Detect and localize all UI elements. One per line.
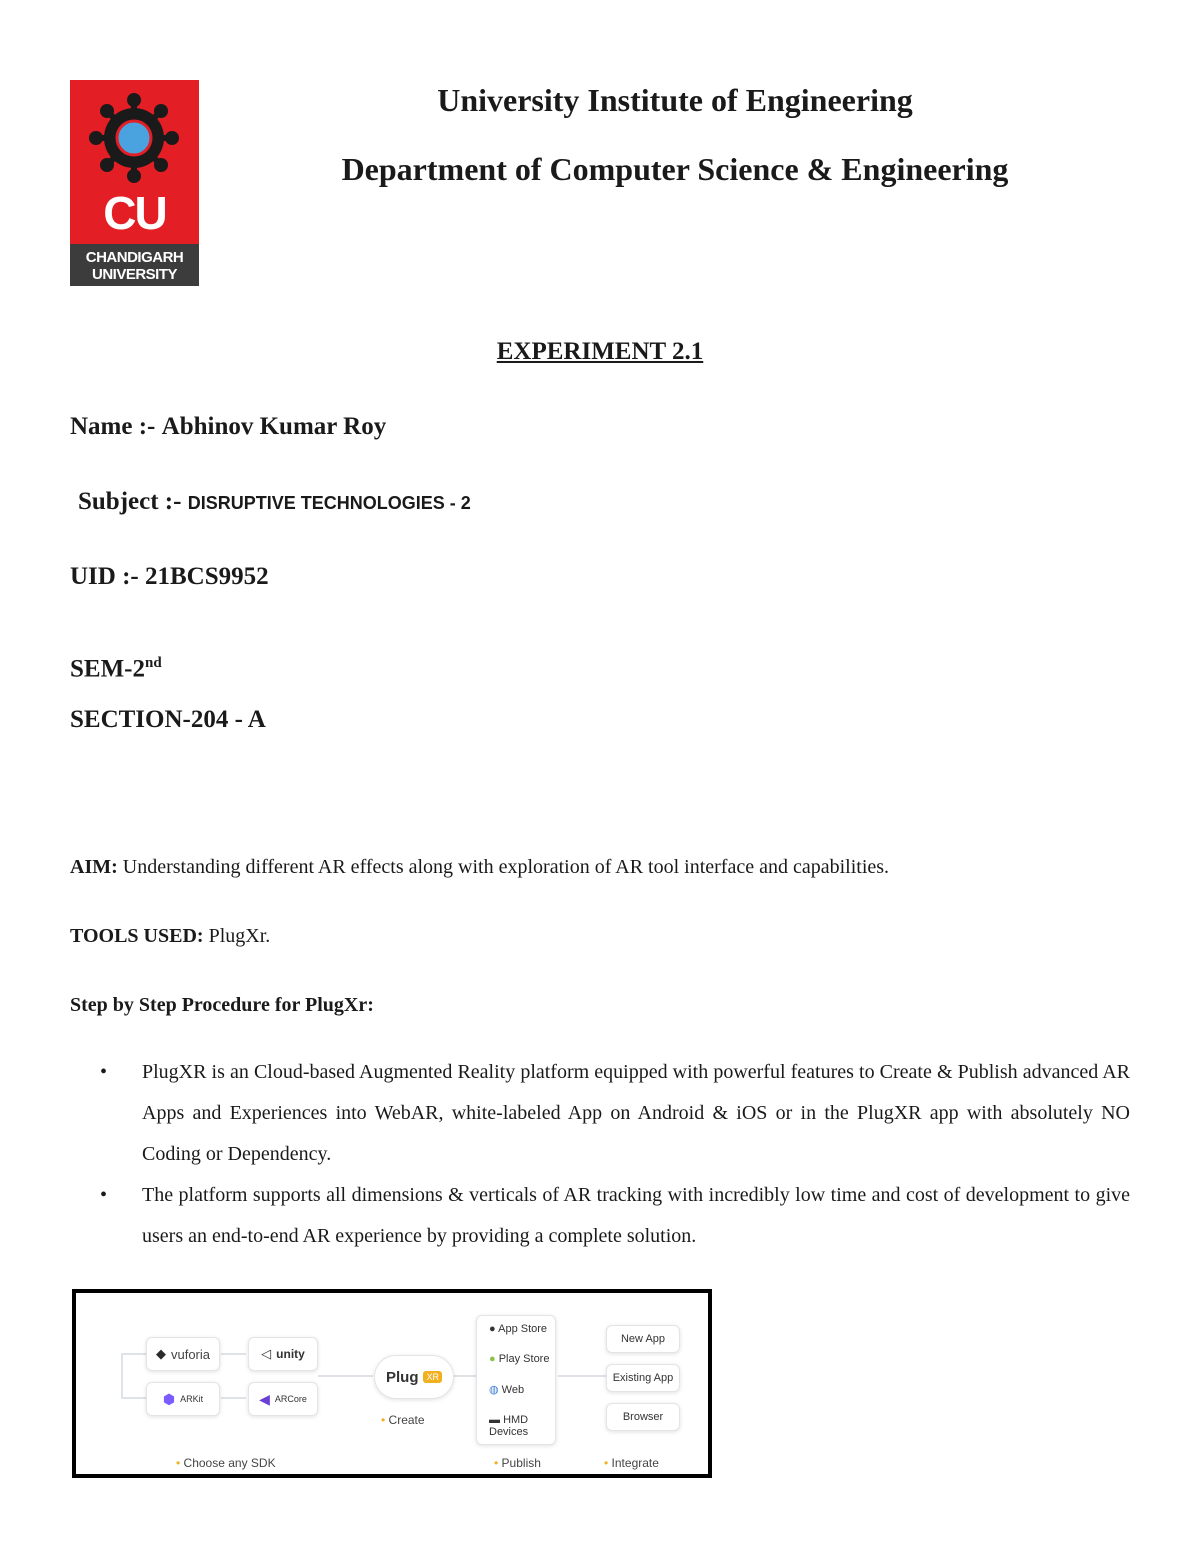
publish-target: ▬ HMD Devices (489, 1413, 529, 1438)
step-choose-sdk: • Choose any SDK (176, 1456, 276, 1470)
sdk-arkit: ⬢ ARKit (146, 1382, 220, 1416)
integrate-existing-app: Existing App (606, 1364, 680, 1392)
hmd-icon: ▬ (489, 1413, 500, 1426)
tools-paragraph: TOOLS USED: PlugXr. (70, 925, 271, 947)
publish-targets (476, 1315, 556, 1445)
list-item: • PlugXR is an Cloud-based Augmented Reality platform equipped with powerful features to Create & Publish advanced AR Apps and Experiences into WebAR, white-labeled App on Android & iOS or in the PlugXR app with absolutely NO Coding or Dependency. (100, 1061, 1130, 1165)
institute-title: University Institute of Engineering (437, 82, 913, 118)
publish-target: ● App Store (489, 1322, 548, 1335)
android-icon: ● (489, 1352, 496, 1365)
uid-field: UID :- 21BCS9952 (70, 563, 269, 590)
name-field: Name :- Abhinov Kumar Roy (70, 413, 387, 440)
sdk-unity: ◁ unity (248, 1337, 318, 1371)
arkit-icon: ⬢ (162, 1390, 176, 1407)
integrate-browser: Browser (606, 1403, 680, 1431)
logo-wordmark: CHANDIGARH UNIVERSITY (70, 244, 199, 286)
subject-field: Subject :- DISRUPTIVE TECHNOLOGIES - 2 (78, 488, 471, 515)
vuforia-icon: ◆ (155, 1346, 166, 1361)
step-create: • Create (381, 1413, 425, 1427)
sdk-arcore: ◀ ARCore (248, 1382, 318, 1416)
plugxr-workflow-diagram (72, 1289, 712, 1478)
sdk-vuforia: ◆ vuforia (146, 1337, 220, 1371)
arcore-icon: ◀ (259, 1390, 270, 1407)
step-integrate: • Integrate (604, 1456, 659, 1470)
cu-emblem-icon (84, 88, 184, 188)
section-field: SECTION-204 - A (70, 706, 266, 733)
university-logo (70, 80, 199, 286)
list-item: • The platform supports all dimensions & verticals of AR tracking with incredibly low time and cost of development to give users an end-to-end AR experience by providing a complete solution. (100, 1184, 1130, 1247)
aim-paragraph: AIM: Understanding different AR effects along with exploration of AR tool interface and capabilities. (70, 856, 890, 878)
globe-icon: ◍ (489, 1383, 499, 1396)
publish-target: ● Play Store (489, 1352, 550, 1365)
integrate-new-app: New App (606, 1325, 680, 1353)
department-title: Department of Computer Science & Engineering (341, 151, 1009, 187)
publish-target: ◍ Web (489, 1383, 525, 1396)
experiment-title: EXPERIMENT 2.1 (496, 338, 704, 365)
semester-field: SEM-2nd (70, 655, 162, 683)
apple-icon: ● (489, 1322, 496, 1335)
procedure-heading: Step by Step Procedure for PlugXr: (70, 994, 374, 1016)
plugxr-logo-icon: XR (423, 1371, 442, 1383)
procedure-list (100, 1052, 1130, 1257)
unity-icon: ◁ (261, 1346, 272, 1361)
logo-initials: CU (103, 187, 166, 239)
step-publish: • Publish (494, 1456, 541, 1470)
plugxr-cloud: Plug XR (374, 1355, 454, 1399)
